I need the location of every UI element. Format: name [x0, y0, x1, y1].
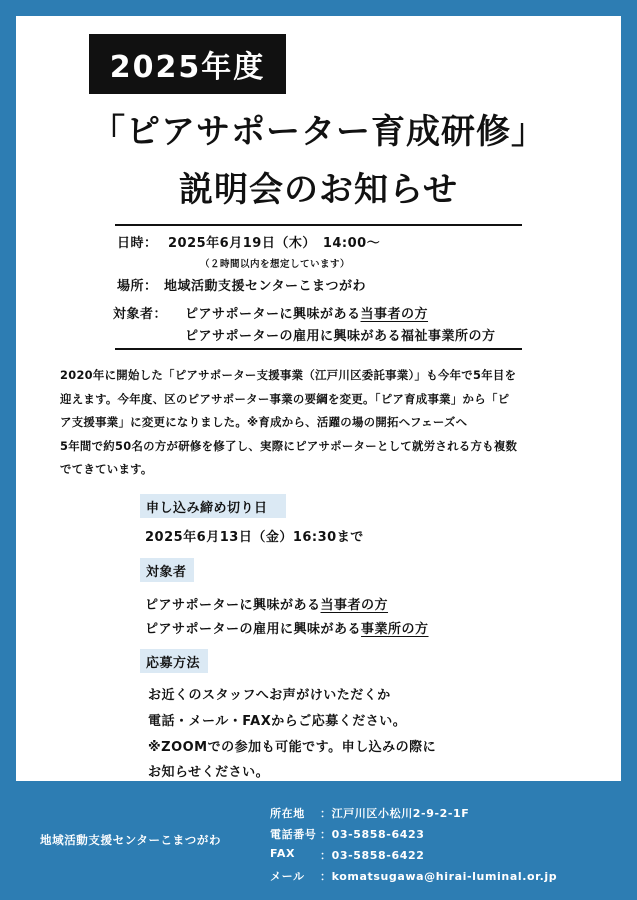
phone-label: 電話番号 [270, 828, 317, 841]
title-line-2: 説明会のお知らせ [179, 170, 458, 210]
year-badge: 2025年度 [89, 34, 286, 94]
footer-org-name: 地域活動支援センターこまつがわ [40, 833, 222, 847]
intro-paragraph [60, 364, 580, 482]
title-line-1: 「ピアサポーター育成研修」 [91, 112, 546, 152]
email-label: メール [270, 870, 305, 883]
deadline-heading: 申し込み締め切り日 [140, 494, 286, 518]
date-label: 日時： [117, 236, 158, 251]
date-note: （２時間以内を想定しています） [200, 259, 351, 270]
date-value: 2025年6月19日（木） 14:00〜 [168, 236, 381, 251]
apply-line: お知らせください。 [148, 765, 270, 780]
apply-line: お近くのスタッフへお声がけいただくか [148, 688, 391, 703]
phone-value: ：03-5858-6423 [320, 828, 425, 841]
intro-line: 2020年に開始した「ピアサポーター支援事業（江戸川区委託事業）」も今年で5年目を [60, 368, 517, 382]
intro-line: ア支援事業」に変更になりました。※育成から、活躍の場の開拓へフェーズへ [60, 415, 468, 429]
address-label: 所在地 [270, 807, 305, 820]
divider-bottom [115, 348, 522, 350]
email-value: ：komatsugawa@hirai-luminal.or.jp [320, 870, 558, 883]
place-label: 場所： [117, 279, 158, 294]
target-section-line-1 [145, 594, 388, 613]
fax-value: ：03-5858-6422 [320, 849, 425, 862]
target-heading: 対象者 [140, 558, 194, 582]
fax-label: FAX [270, 847, 296, 860]
target-line-1-text: ピアサポーターに興味がある [185, 307, 361, 322]
target-section-line-2 [145, 618, 429, 637]
target-line-2: ピアサポーターの雇用に興味がある福祉事業所の方 [185, 329, 496, 344]
target-label: 対象者： [113, 307, 168, 322]
divider-top [115, 224, 522, 226]
target-section-line-2-underlined: 事業所の方 [361, 622, 429, 637]
target-line-1 [185, 303, 428, 322]
place-value: 地域活動支援センターこまつがわ [164, 279, 366, 294]
apply-line: 電話・メール・FAXからご応募ください。 [148, 714, 407, 729]
intro-line: でてきています。 [60, 462, 153, 476]
target-section-line-2-text: ピアサポーターの雇用に興味がある [145, 622, 362, 637]
intro-line: 迎えます。今年度、区のピアサポーター事業の要綱を変更。「ピア育成事業」から「ピ [60, 391, 510, 406]
apply-line: ※ZOOMでの参加も可能です。申し込みの際に [148, 740, 437, 755]
target-section-line-1-text: ピアサポーターに興味がある [145, 598, 321, 613]
address-value: ：江戸川区小松川2-9-2-1F [320, 807, 470, 820]
target-line-1-underlined: 当事者の方 [360, 307, 429, 322]
target-section-line-1-underlined: 当事者の方 [320, 598, 389, 613]
apply-heading: 応募方法 [140, 649, 208, 673]
deadline-value: 2025年6月13日（金）16:30まで [145, 530, 364, 545]
intro-line: 5年間で約50名の方が研修を修了し、実際にピアサポーターとして就労される方も複数 [60, 438, 518, 453]
